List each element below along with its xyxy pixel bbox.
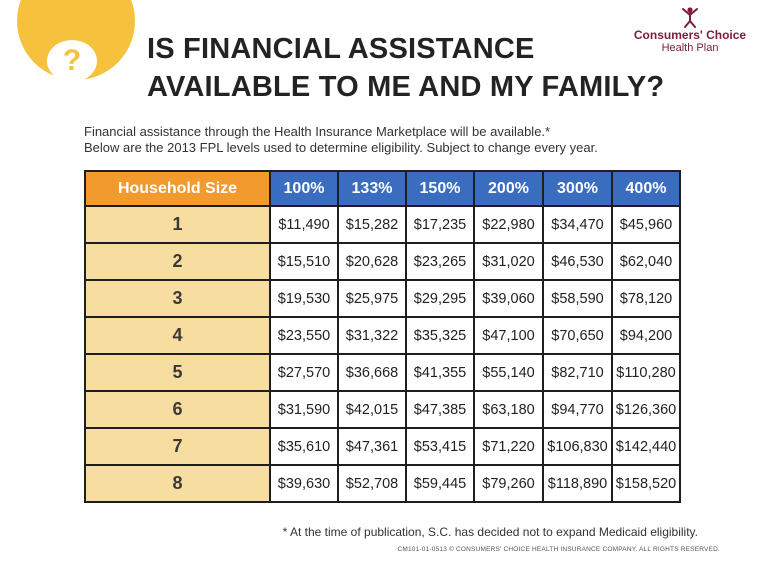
table-cell: $36,668 [339,355,405,390]
column-header-200: 200% [475,172,542,205]
household-size-cell: 1 [86,207,269,242]
column-header-100: 100% [271,172,337,205]
table-cell: $19,530 [271,281,337,316]
table-cell: $20,628 [339,244,405,279]
table-cell: $62,040 [613,244,679,279]
table-cell: $23,265 [407,244,473,279]
column-header-133: 133% [339,172,405,205]
logo-name: Consumers' Choice [633,28,747,42]
household-size-cell: 2 [86,244,269,279]
table-cell: $94,770 [544,392,611,427]
household-size-cell: 8 [86,466,269,501]
table-row [86,429,679,464]
intro-line-1: Financial assistance through the Health Insurance Marketplace will be available.* [84,124,551,139]
table-row [86,466,679,501]
table-cell: $31,020 [475,244,542,279]
household-size-cell: 4 [86,318,269,353]
table-cell: $52,708 [339,466,405,501]
table-row [86,281,679,316]
logo-subtitle: Health Plan [661,42,719,54]
column-header-household-size: Household Size [86,172,269,205]
table-cell: $106,830 [544,429,611,464]
table-cell: $41,355 [407,355,473,390]
table-cell: $22,980 [475,207,542,242]
table-cell: $47,361 [339,429,405,464]
table-cell: $70,650 [544,318,611,353]
table-cell: $23,550 [271,318,337,353]
table-cell: $94,200 [613,318,679,353]
table-row [86,207,679,242]
table-cell: $58,590 [544,281,611,316]
table-body [86,207,679,501]
table-header-row [86,172,679,205]
copyright-fineprint: CM101-01-0513 © CONSUMERS' CHOICE HEALTH INSURANCE COMPANY. ALL RIGHTS RESERVED. [397,546,720,553]
intro-line-2: Below are the 2013 FPL levels used to determine eligibility. Subject to change every year. [84,140,598,155]
household-size-cell: 3 [86,281,269,316]
column-header-150: 150% [407,172,473,205]
page-title-line-2: AVAILABLE TO ME AND MY FAMILY? [147,71,665,103]
table-row [86,318,679,353]
table-cell: $71,220 [475,429,542,464]
table-cell: $27,570 [271,355,337,390]
table-cell: $46,530 [544,244,611,279]
table-cell: $79,260 [475,466,542,501]
table-cell: $35,610 [271,429,337,464]
table-cell: $29,295 [407,281,473,316]
table-cell: $17,235 [407,207,473,242]
question-mark: ? [62,44,82,77]
company-logo [630,6,750,54]
table-row [86,355,679,390]
footnote: * At the time of publication, S.C. has decided not to expand Medicaid eligibility. [282,525,698,539]
table-cell: $59,445 [407,466,473,501]
household-size-cell: 6 [86,392,269,427]
table-cell: $31,322 [339,318,405,353]
table-cell: $55,140 [475,355,542,390]
table-cell: $78,120 [613,281,679,316]
table-row [86,244,679,279]
table-row [86,392,679,427]
table-cell: $142,440 [613,429,679,464]
page-title-line-1: IS FINANCIAL ASSISTANCE [147,33,535,65]
table-cell: $15,282 [339,207,405,242]
table-cell: $118,890 [544,466,611,501]
table-cell: $126,360 [613,392,679,427]
table-cell: $42,015 [339,392,405,427]
logo-figure-icon [679,6,701,28]
household-size-cell: 7 [86,429,269,464]
table-cell: $53,415 [407,429,473,464]
table-cell: $39,630 [271,466,337,501]
intro-text [84,124,734,156]
table-cell: $35,325 [407,318,473,353]
household-size-cell: 5 [86,355,269,390]
table-cell: $47,385 [407,392,473,427]
table-cell: $110,280 [613,355,679,390]
table-cell: $11,490 [271,207,337,242]
page-title [147,30,664,106]
table-cell: $47,100 [475,318,542,353]
table-cell: $82,710 [544,355,611,390]
table-cell: $39,060 [475,281,542,316]
table-cell: $15,510 [271,244,337,279]
table-cell: $25,975 [339,281,405,316]
column-header-400: 400% [613,172,679,205]
table-cell: $158,520 [613,466,679,501]
table-cell: $34,470 [544,207,611,242]
table-cell: $45,960 [613,207,679,242]
fpl-table [84,170,681,503]
column-header-300: 300% [544,172,611,205]
table-cell: $31,590 [271,392,337,427]
table-cell: $63,180 [475,392,542,427]
